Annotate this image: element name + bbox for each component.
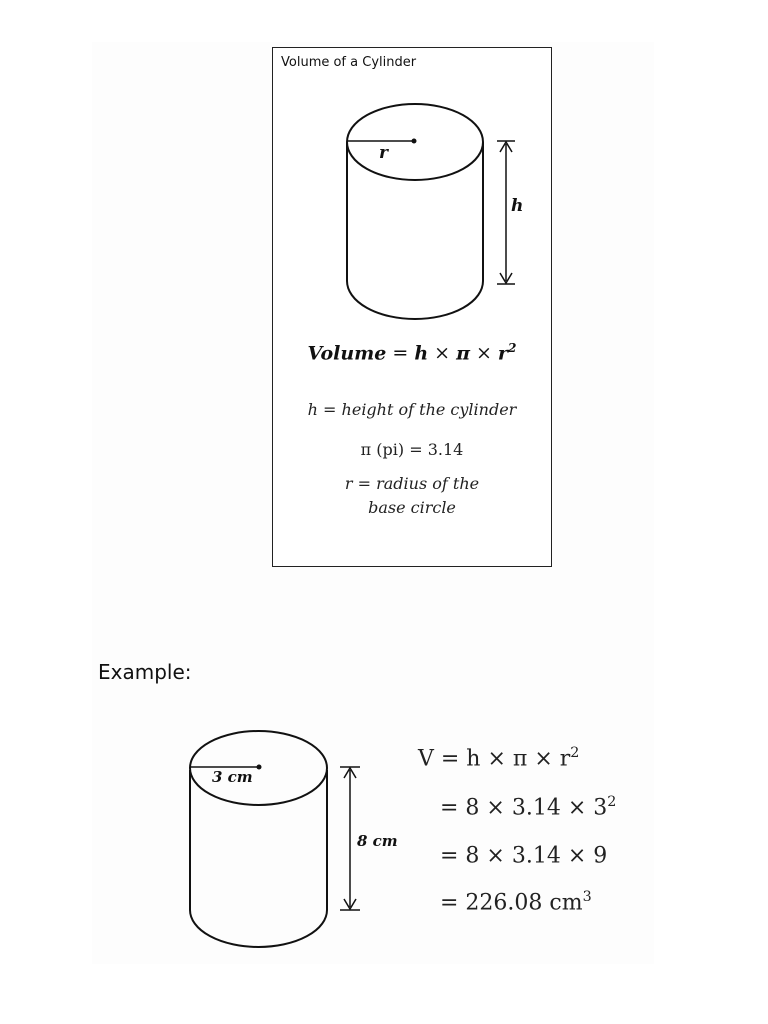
example-height-label: 8 cm — [357, 832, 398, 850]
example-cylinder-base-curve — [190, 910, 327, 947]
cylinder-base-curve — [347, 281, 483, 319]
definition-radius-line1: r = radius of the — [344, 474, 480, 493]
center-dot — [412, 139, 417, 144]
calc-step-3: = 8 × 3.14 × 9 — [440, 843, 608, 869]
example-radius-label: 3 cm — [212, 768, 253, 786]
card-title: Volume of a Cylinder — [281, 55, 417, 70]
radius-label: r — [379, 143, 388, 163]
definition-radius-line2: base circle — [368, 498, 456, 517]
example-center-dot — [257, 765, 262, 770]
example-heading: Example: — [98, 660, 192, 684]
definition-height: h = height of the cylinder — [307, 400, 517, 419]
definition-pi: π (pi) = 3.14 — [360, 440, 464, 459]
calc-step-2: = $8 \times 3.14 \times 3^2$ — [440, 794, 617, 821]
calc-step-4: = 226.08 $cm^3$ — [440, 889, 592, 916]
height-label: h — [511, 196, 524, 216]
volume-formula: Volume = $h \times \pi \times r^2$ — [307, 340, 517, 365]
cylinder-volume-card — [272, 47, 552, 567]
calc-step-1: $V = h \times \pi \times r^2$ — [418, 745, 580, 772]
